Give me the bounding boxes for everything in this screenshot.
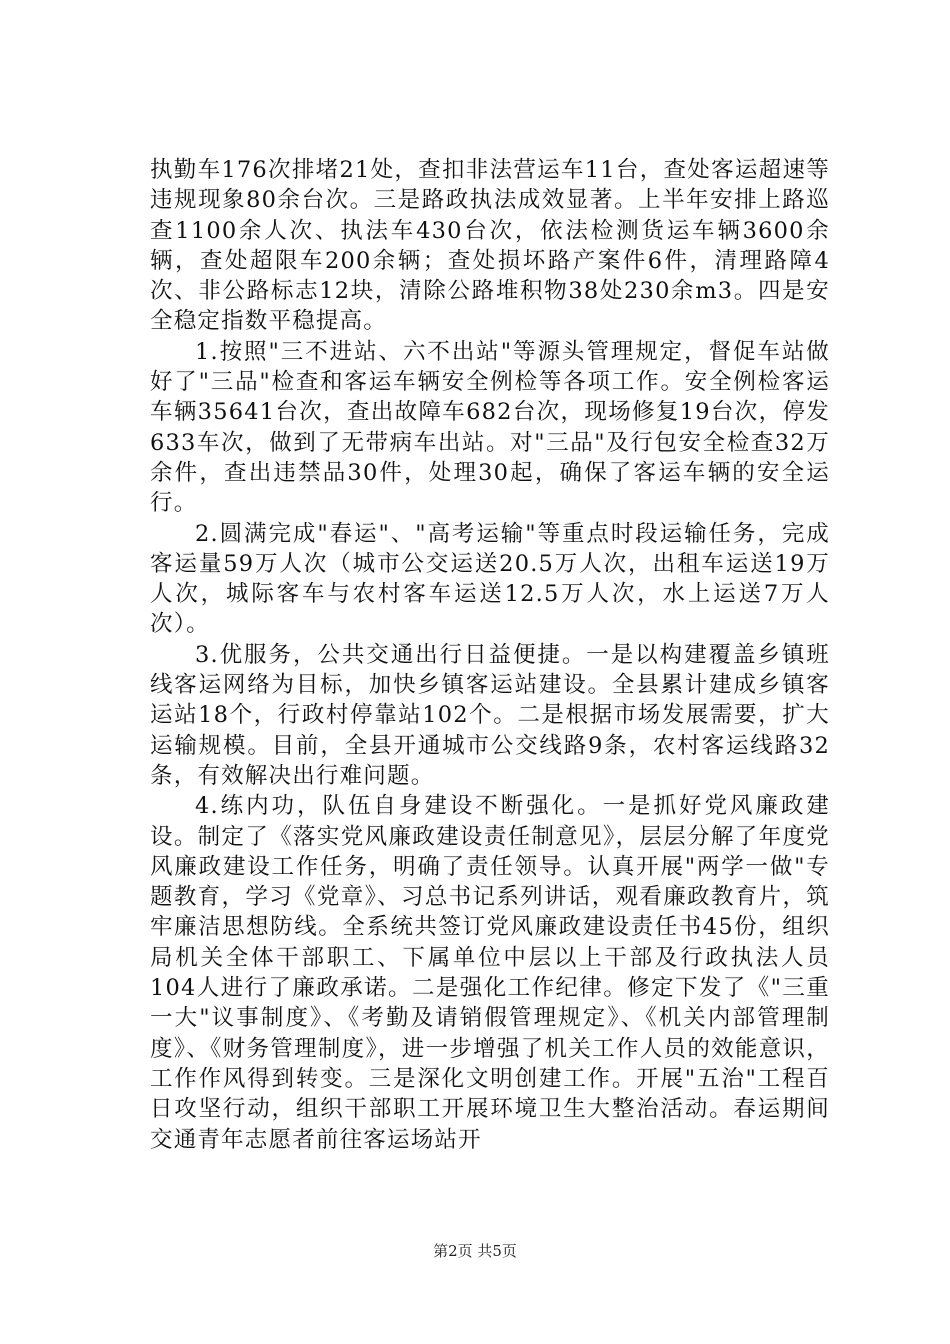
- paragraph-item-2: 2.圆满完成"春运"、"高考运输"等重点时段运输任务，完成客运量59万人次（城市公交运送20.5万人次，出租车运送19万人次，城际客车与农村客车运送12.5万人次，水上运送7万人次）。: [150, 520, 830, 638]
- paragraph-item-1: 1.按照"三不进站、六不出站"等源头管理规定，督促车站做好了"三品"检查和客运车辆安全例检等各项工作。安全例检客运车辆35641台次，查出故障车682台次，现场修复19台次，停发633车次，做到了无带病车出站。对"三品"及行包安全检查32万余件，查出违禁品30件，处理30起，确保了客运车辆的安全运行。: [150, 338, 830, 517]
- paragraph-item-3: 3.优服务，公共交通出行日益便捷。一是以构建覆盖乡镇班线客运网络为目标，加快乡镇客运站建设。全县累计建成乡镇客运站18个，行政村停靠站102个。二是根据市场发展需要，扩大运输规模。目前，全县开通城市公交线路9条，农村客运线路32条，有效解决出行难问题。: [150, 641, 830, 789]
- document-body: [150, 155, 830, 1155]
- paragraph-continuation: 执勤车176次排堵21处，查扣非法营运车11台，查处客运超速等违规现象80余台次。三是路政执法成效显著。上半年安排上路巡查1100余人次、执法车430台次，依法检测货运车辆3600余辆，查处超限车200余辆；查处损坏路产案件6件，清理路障4次、非公路标志12块，清除公路堆积物38处230余m3。四是安全稳定指数平稳提高。: [150, 157, 830, 335]
- page-number-footer: 第2页 共5页: [433, 1242, 517, 1260]
- paragraph-item-4: 4.练内功，队伍自身建设不断强化。一是抓好党风廉政建设。制定了《落实党风廉政建设责任制意见》，层层分解了年度党风廉政建设工作任务，明确了责任领导。认真开展"两学一做"专题教育，学习《党章》、习总书记系列讲话，观看廉政教育片，筑牢廉洁思想防线。全系统共签订党风廉政建设责任书45份，组织局机关全体干部职工、下属单位中层以上干部及行政执法人员104人进行了廉政承诺。二是强化工作纪律。修定下发了《"三重一大"议事制度》、《考勤及请销假管理规定》、《机关内部管理制度》、《财务管理制度》，进一步增强了机关工作人员的效能意识，工作作风得到转变。三是深化文明创建工作。开展"五治"工程百日攻坚行动，组织干部职工开展环境卫生大整治活动。春运期间交通青年志愿者前往客运场站开: [150, 793, 830, 1153]
